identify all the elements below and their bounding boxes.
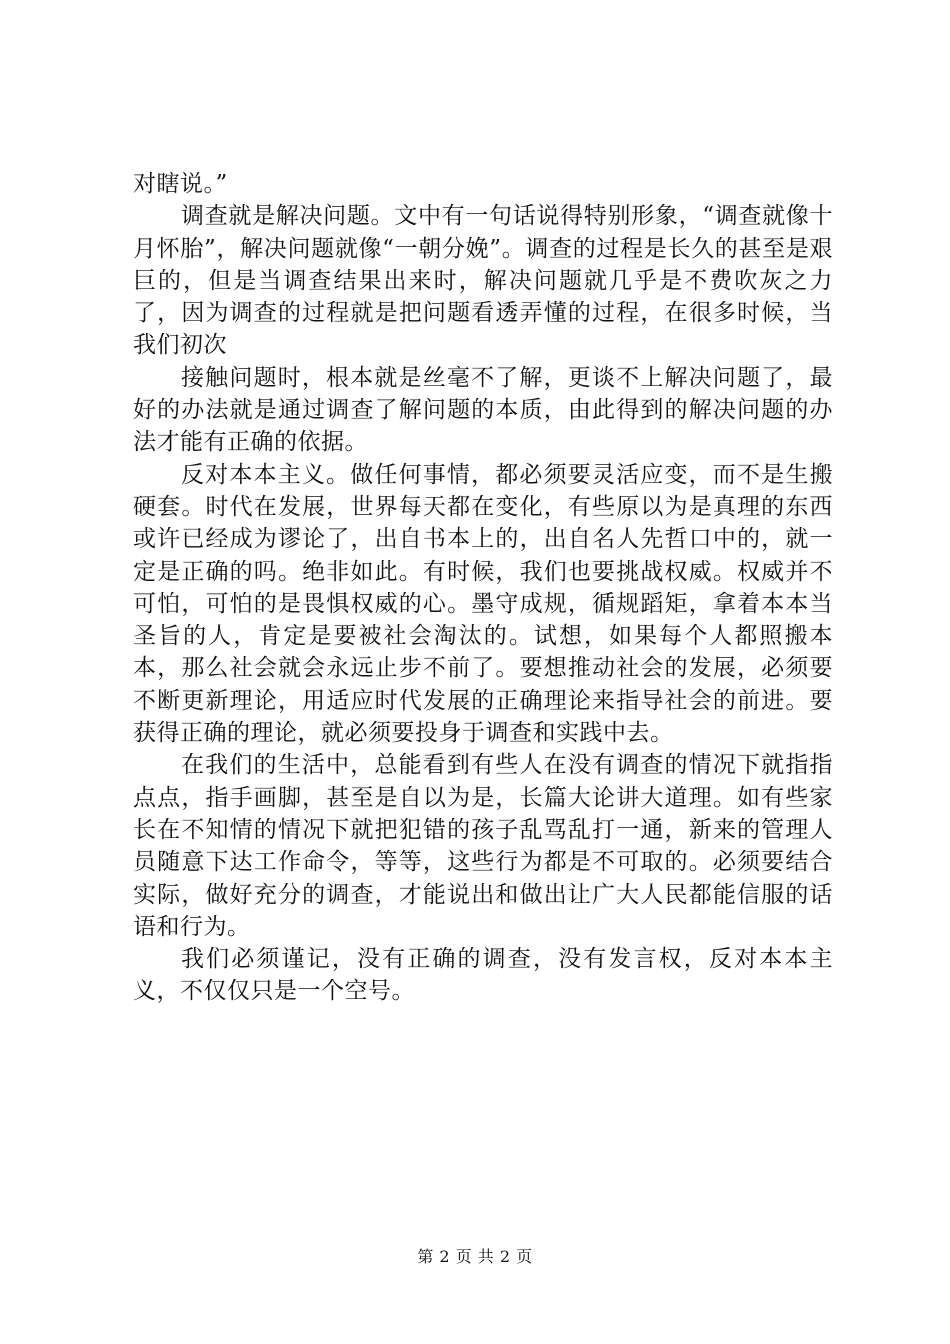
paragraph-3: 接触问题时，根本就是丝毫不了解，更谈不上解决问题了，最好的办法就是通过调查了解问题的本质，由此得到的解决问题的办法才能有正确的依据。 [133, 364, 833, 456]
paragraph-4: 反对本本主义。做任何事情，都必须要灵活应变，而不是生搬硬套。时代在发展，世界每天都在变化，有些原以为是真理的东西或许已经成为谬论了，出自书本上的，出自名人先哲口中的，就一定是正确的吗。绝非如此。有时候，我们也要挑战权威。权威并不可怕，可怕的是畏惧权威的心。墨守成规，循规蹈矩，拿着本本当圣旨的人，肯定是要被社会淘汰的。试想，如果每个人都照搬本本，那么社会就会永远止步不前了。要想推动社会的发展，必须要不断更新理论，用适应时代发展的正确理论来指导社会的前进。要获得正确的理论，就必须要投身于调查和实践中去。 [133, 461, 833, 747]
document-body [133, 168, 833, 1008]
paragraph-5: 在我们的生活中，总能看到有些人在没有调查的情况下就指指点点，指手画脚，甚至是自以为是，长篇大论讲大道理。如有些家长在不知情的情况下就把犯错的孩子乱骂乱打一通，新来的管理人员随意下达工作命令，等等，这些行为都是不可取的。必须要结合实际，做好充分的调查，才能说出和做出让广大人民都能信服的话语和行为。 [133, 752, 833, 940]
page-number-footer: 第 2 页 共 2 页 [417, 1247, 533, 1266]
paragraph-1: 对瞎说。” [133, 171, 228, 197]
paragraph-6: 我们必须谨记，没有正确的调查，没有发言权，反对本本主义，不仅仅只是一个空号。 [133, 946, 833, 1005]
paragraph-2: 调查就是解决问题。文中有一句话说得特别形象，“调查就像十月怀胎”，解决问题就像“一朝分娩”。调查的过程是长久的甚至是艰巨的，但是当调查结果出来时，解决问题就几乎是不费吹灰之力了，因为调查的过程就是把问题看透弄懂的过程，在很多时候，当我们初次 [133, 203, 833, 359]
